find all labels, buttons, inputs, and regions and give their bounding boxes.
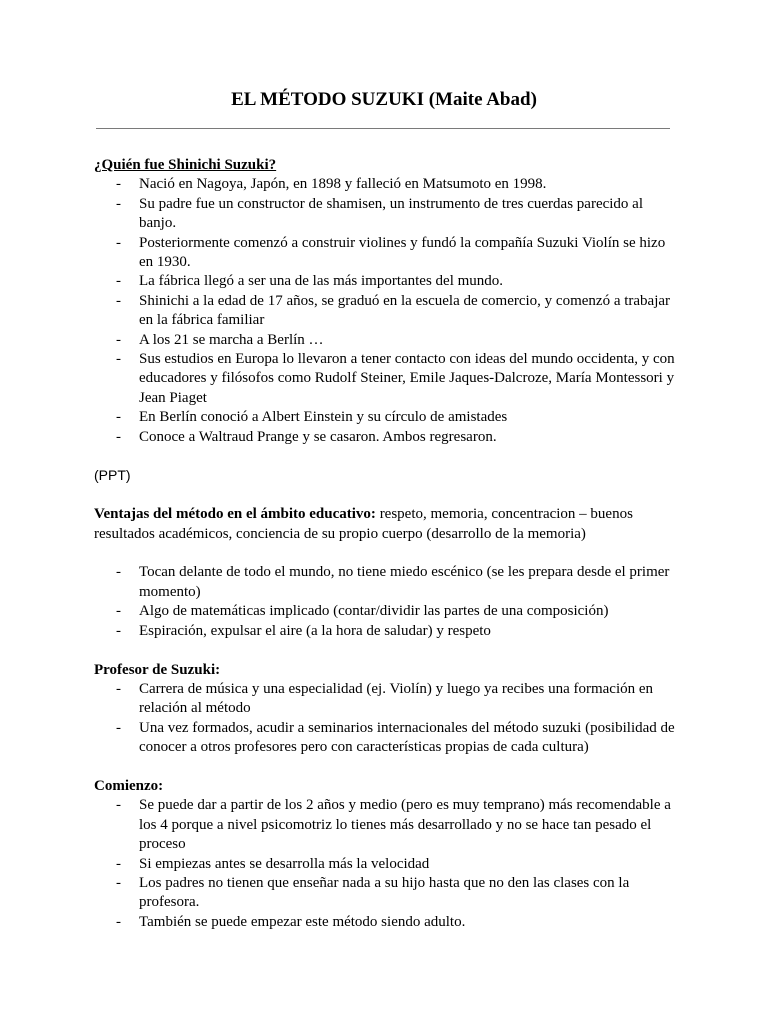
list-item: - Shinichi a la edad de 17 años, se graduó en la escuela de comercio, y comenzó a trabajar en la fábrica familiar bbox=[94, 292, 680, 331]
spacer bbox=[94, 544, 680, 563]
list-item: - Los padres no tienen que enseñar nada a su hijo hasta que no den las clases con la profesora. bbox=[94, 874, 680, 913]
section-heading-advantages: Ventajas del método en el ámbito educativo: bbox=[94, 506, 376, 523]
spacer bbox=[94, 758, 680, 777]
list-item: - Algo de matemáticas implicado (contar/dividir las partes de una composición) bbox=[94, 602, 680, 621]
section-heading-start: Comienzo: bbox=[94, 777, 164, 794]
who-list bbox=[94, 175, 680, 447]
spacer bbox=[94, 486, 680, 505]
list-item: - En Berlín conoció a Albert Einstein y su círculo de amistades bbox=[94, 408, 680, 427]
document-title: EL MÉTODO SUZUKI (Maite Abad) bbox=[231, 89, 537, 110]
ppt-note: (PPT) bbox=[94, 467, 131, 484]
advantages-text: respeto, memoria, concentracion – buenos resultados académicos, conciencia de su propio cuerpo (desarrollo de la memoria) bbox=[94, 506, 633, 542]
section-heading-who: ¿Quién fue Shinichi Suzuki? bbox=[94, 157, 277, 173]
list-item: - Tocan delante de todo el mundo, no tiene miedo escénico (se les prepara desde el primer momento) bbox=[94, 563, 680, 602]
list-item: - Nació en Nagoya, Japón, en 1898 y falleció en Matsumoto en 1998. bbox=[94, 175, 680, 194]
start-list bbox=[94, 796, 680, 932]
spacer bbox=[94, 447, 680, 466]
list-item: - La fábrica llegó a ser una de las más importantes del mundo. bbox=[94, 272, 680, 291]
spacer bbox=[94, 641, 680, 660]
title-divider bbox=[96, 128, 670, 129]
list-item: - Posteriormente comenzó a construir violines y fundó la compañía Suzuki Violín se hizo en 1930. bbox=[94, 234, 680, 273]
list-item: - También se puede empezar este método siendo adulto. bbox=[94, 913, 680, 932]
list-item: - Una vez formados, acudir a seminarios internacionales del método suzuki (posibilidad de conocer a otros profesores pero con características propias de cada cultura) bbox=[94, 719, 680, 758]
list-item: - Si empiezas antes se desarrolla más la velocidad bbox=[94, 855, 680, 874]
advantages-paragraph bbox=[94, 505, 680, 544]
list-item: - Se puede dar a partir de los 2 años y medio (pero es muy temprano) más recomendable a los 4 porque a nivel psicomotriz lo tienes más desarrollado y no se hace tan pesado el proceso bbox=[94, 796, 680, 854]
list-item: - A los 21 se marcha a Berlín … bbox=[94, 331, 680, 350]
list-item: - Su padre fue un constructor de shamisen, un instrumento de tres cuerdas parecido al banjo. bbox=[94, 195, 680, 234]
list-item: - Sus estudios en Europa lo llevaron a tener contacto con ideas del mundo occidenta, y con educadores y filósofos como Rudolf Steiner, Emile Jaques-Dalcroze, María Montessori y Jean Piaget bbox=[94, 350, 680, 408]
list-item: - Conoce a Waltraud Prange y se casaron. Ambos regresaron. bbox=[94, 428, 680, 447]
list-item: - Espiración, expulsar el aire (a la hora de saludar) y respeto bbox=[94, 622, 680, 641]
list-item: - Carrera de música y una especialidad (ej. Violín) y luego ya recibes una formación en relación al método bbox=[94, 680, 680, 719]
teacher-list bbox=[94, 680, 680, 758]
section-heading-teacher: Profesor de Suzuki: bbox=[94, 661, 221, 678]
advantages-list bbox=[94, 563, 680, 641]
document-body bbox=[94, 156, 680, 932]
